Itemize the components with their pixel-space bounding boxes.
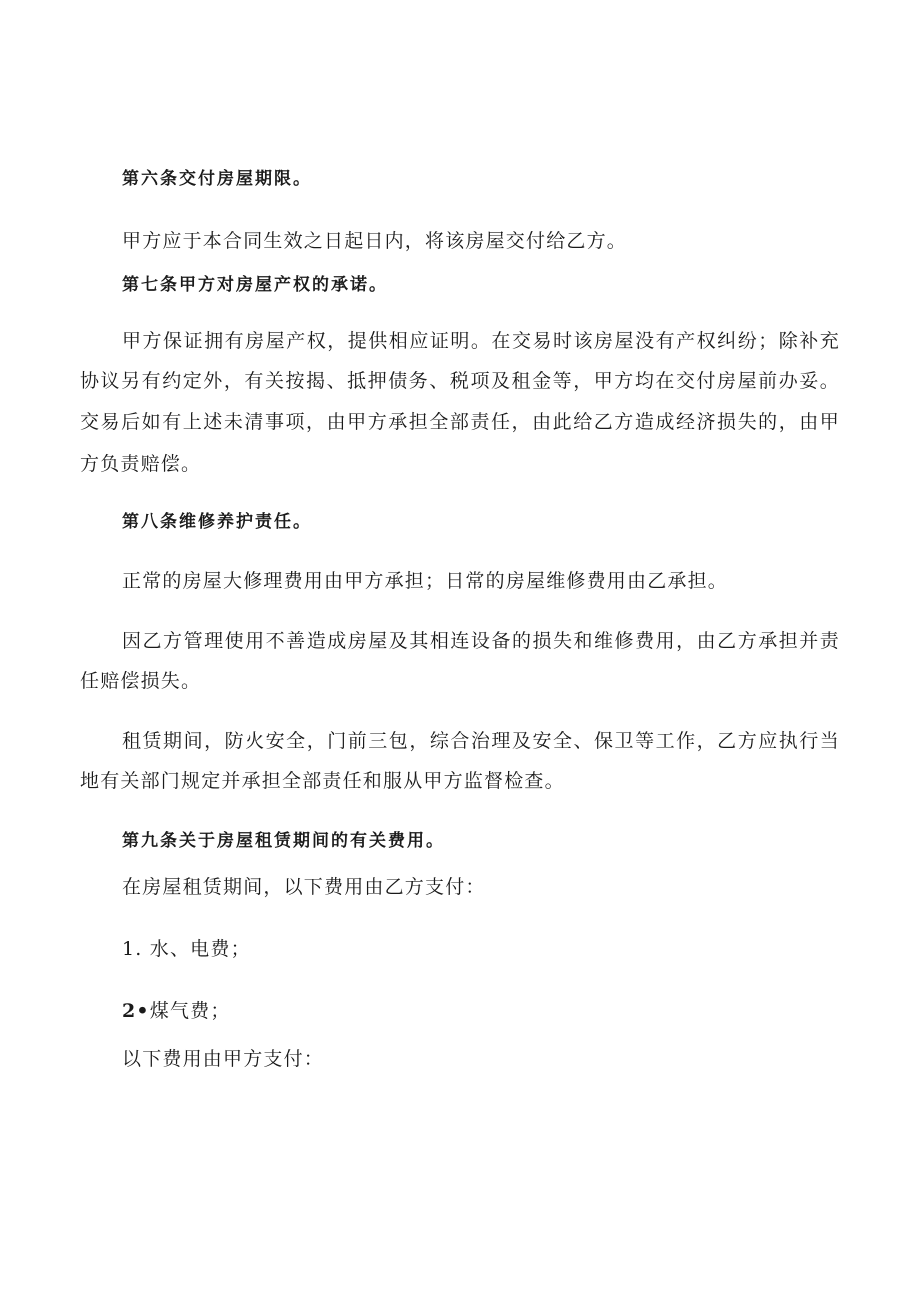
article-8-paragraph-1: 正常的房屋大修理费用由甲方承担；日常的房屋维修费用由乙承担。 — [122, 570, 729, 592]
article-9-heading: 第九条关于房屋租赁期间的有关费用。 — [122, 831, 445, 851]
fee-item-2-text: 煤气费； — [149, 1000, 231, 1022]
article-6-heading: 第六条交付房屋期限。 — [122, 169, 312, 189]
article-8-paragraph-2-line-2: 任赔偿损失。 — [80, 670, 202, 692]
article-8-heading: 第八条维修养护责任。 — [122, 512, 312, 532]
article-7-line-3: 交易后如有上述未清事项，由甲方承担全部责任，由此给乙方造成经济损失的，由甲 — [80, 411, 840, 433]
fee-item-1: 1. 水、电费； — [122, 938, 251, 960]
article-9-intro: 在房屋租赁期间，以下费用由乙方支付： — [122, 876, 486, 898]
article-7-line-1: 甲方保证拥有房屋产权，提供相应证明。在交易时该房屋没有产权纠纷；除补充 — [122, 330, 840, 352]
fee-item-2 — [80, 1000, 840, 1022]
article-7-line-2: 协议另有约定外，有关按揭、抵押债务、税项及租金等，甲方均在交付房屋前办妥。 — [80, 370, 840, 392]
article-7-line-4: 方负责赔偿。 — [80, 453, 202, 475]
article-8-paragraph-2-line-1: 因乙方管理使用不善造成房屋及其相连设备的损失和维修费用，由乙方承担并责 — [122, 630, 840, 652]
article-7-heading: 第七条甲方对房屋产权的承诺。 — [122, 275, 388, 295]
article-8-paragraph-3-line-1: 租赁期间，防火安全，门前三包，综合治理及安全、保卫等工作，乙方应执行当 — [122, 730, 840, 752]
fee-item-2-number: 2• — [122, 1000, 150, 1022]
article-8-paragraph-3-line-2: 地有关部门规定并承担全部责任和服从甲方监督检查。 — [80, 770, 565, 792]
article-6-body: 甲方应于本合同生效之日起日内，将该房屋交付给乙方。 — [122, 230, 628, 252]
article-9-outro: 以下费用由甲方支付： — [122, 1048, 325, 1070]
